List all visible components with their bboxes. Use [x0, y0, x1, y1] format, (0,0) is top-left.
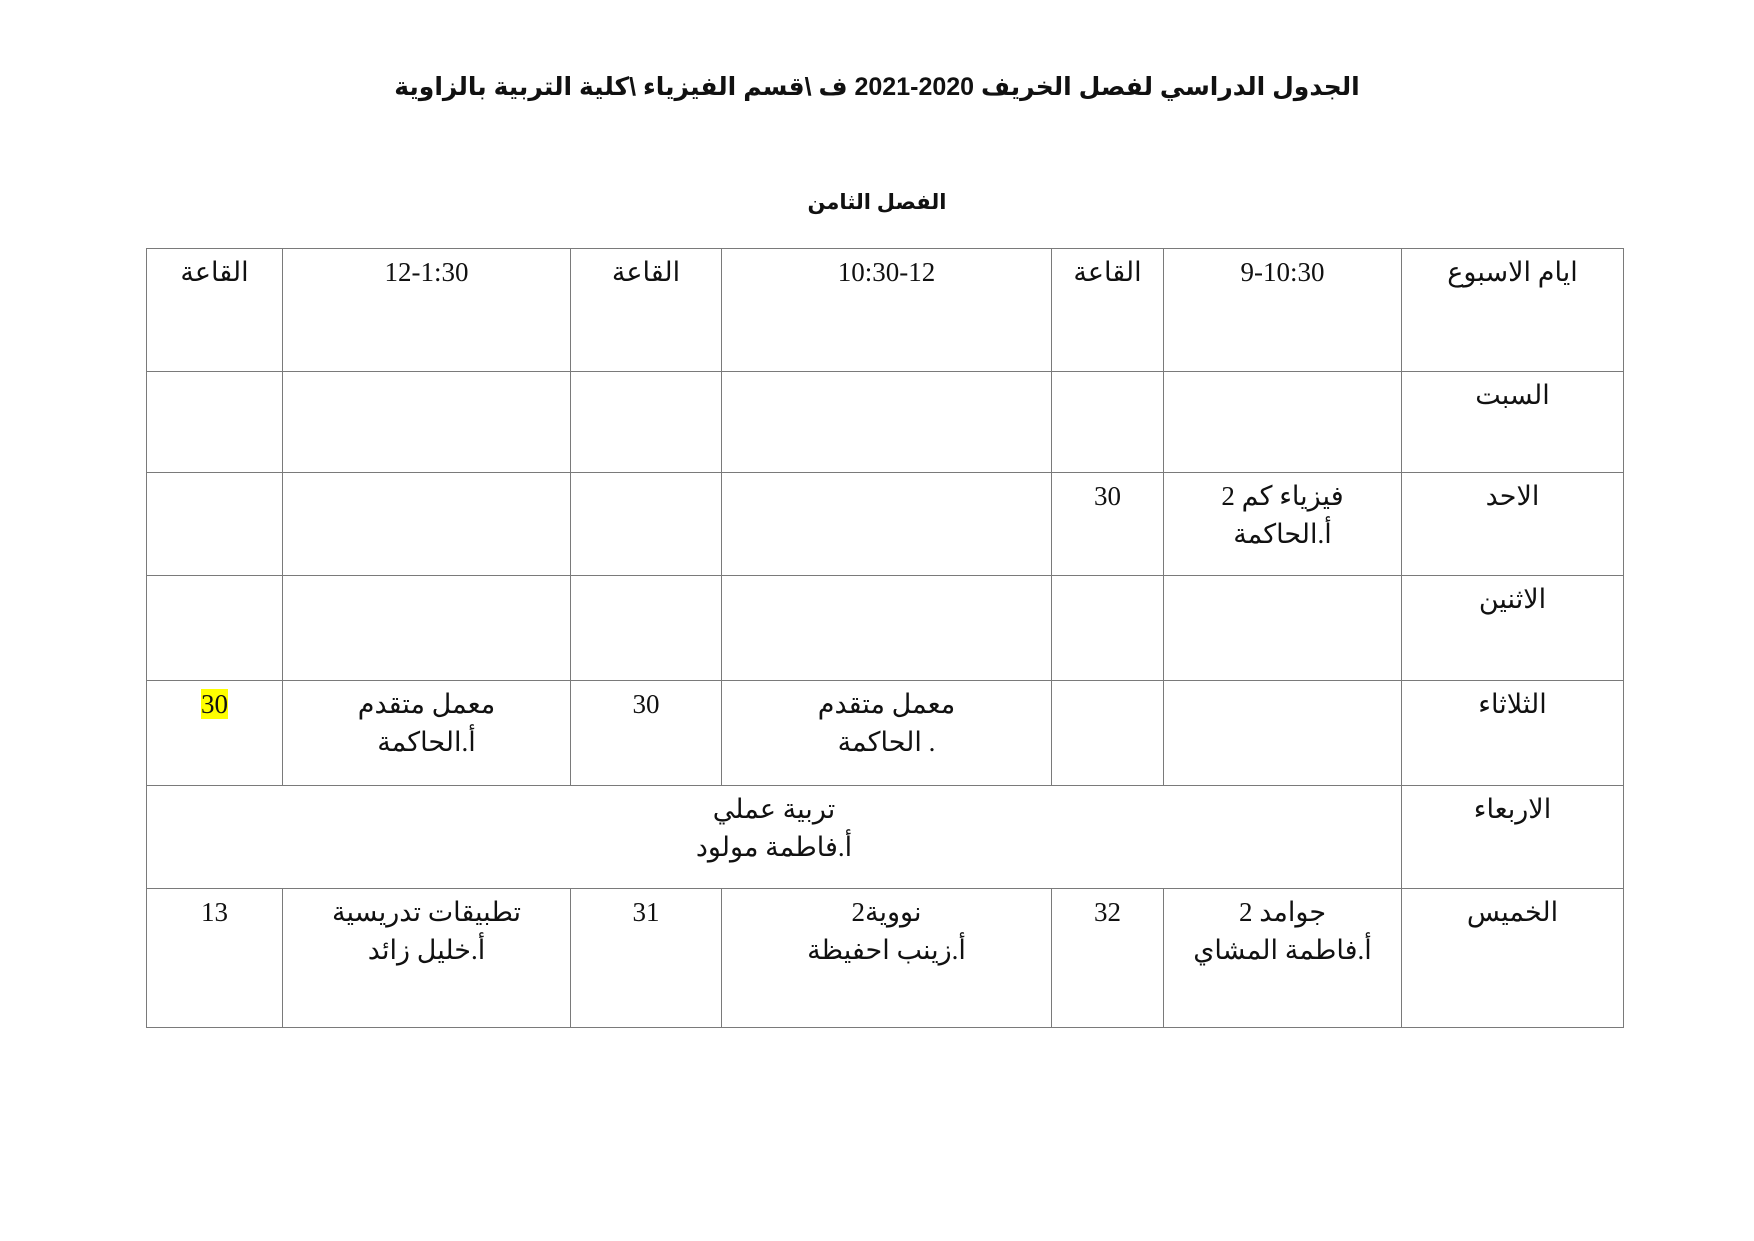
- slot-cell: [722, 473, 1052, 576]
- room-cell: [571, 576, 722, 681]
- day-cell: السبت: [1402, 372, 1624, 473]
- slot-cell: [283, 473, 571, 576]
- course-name: جوامد 2: [1238, 897, 1327, 927]
- room-cell: 13: [147, 889, 283, 1028]
- merged-slot-cell: [147, 786, 1402, 889]
- room-cell: [1052, 576, 1164, 681]
- room-cell: [571, 372, 722, 473]
- table-row: [147, 372, 1624, 473]
- teacher-name: . الحاكمة: [837, 727, 936, 757]
- teacher-name: أ.فاطمة مولود: [695, 832, 853, 862]
- slot-cell: [1164, 473, 1402, 576]
- course-name: نووية2: [851, 897, 922, 927]
- header-room-1: القاعة: [1052, 249, 1164, 372]
- slot-cell: [722, 889, 1052, 1028]
- room-cell: [1052, 681, 1164, 786]
- room-cell: 31: [571, 889, 722, 1028]
- slot-cell: [722, 372, 1052, 473]
- slot-cell: [1164, 681, 1402, 786]
- slot-cell: [722, 576, 1052, 681]
- course-name: معمل متقدم: [357, 689, 496, 719]
- table-row: [147, 473, 1624, 576]
- room-cell: [147, 372, 283, 473]
- teacher-name: أ.الحاكمة: [1233, 519, 1332, 549]
- room-cell: [147, 576, 283, 681]
- highlighted-room-number: 30: [201, 689, 228, 719]
- slot-cell: [1164, 889, 1402, 1028]
- page-title: الجدول الدراسي لفصل الخريف 2020-2021 ف \قسم الفيزياء \كلية التربية بالزاوية: [394, 73, 1360, 101]
- teacher-name: أ.زينب احفيظة: [807, 935, 966, 965]
- slot-cell: [722, 681, 1052, 786]
- teacher-name: أ.خليل زائد: [367, 935, 486, 965]
- room-cell: 32: [1052, 889, 1164, 1028]
- table-row: [147, 786, 1624, 889]
- table-row: [147, 889, 1624, 1028]
- table-row: [147, 576, 1624, 681]
- header-days: ايام الاسبوع: [1402, 249, 1624, 372]
- room-cell: [571, 473, 722, 576]
- day-cell: الاربعاء: [1402, 786, 1624, 889]
- room-cell: [147, 681, 283, 786]
- slot-cell: [283, 576, 571, 681]
- day-cell: الثلاثاء: [1402, 681, 1624, 786]
- room-cell: [147, 473, 283, 576]
- header-room-3: القاعة: [147, 249, 283, 372]
- course-name: تطبيقات تدريسية: [332, 897, 521, 927]
- header-slot-1: 9-10:30: [1164, 249, 1402, 372]
- slot-cell: [1164, 576, 1402, 681]
- course-name: معمل متقدم: [817, 689, 956, 719]
- day-cell: الخميس: [1402, 889, 1624, 1028]
- day-cell: الاثنين: [1402, 576, 1624, 681]
- table-row: [147, 681, 1624, 786]
- header-row: [147, 249, 1624, 372]
- day-cell: الاحد: [1402, 473, 1624, 576]
- slot-cell: [283, 372, 571, 473]
- slot-cell: [283, 681, 571, 786]
- header-room-2: القاعة: [571, 249, 722, 372]
- room-cell: [1052, 372, 1164, 473]
- header-slot-2: 10:30-12: [722, 249, 1052, 372]
- teacher-name: أ.الحاكمة: [377, 727, 476, 757]
- room-cell: 30: [571, 681, 722, 786]
- slot-cell: [1164, 372, 1402, 473]
- teacher-name: أ.فاطمة المشاي: [1193, 935, 1372, 965]
- schedule-table: [146, 248, 1624, 1028]
- semester-subtitle: الفصل الثامن: [807, 191, 947, 214]
- room-cell: 30: [1052, 473, 1164, 576]
- course-name: فيزياء كم 2: [1221, 481, 1344, 511]
- header-slot-3: 12-1:30: [283, 249, 571, 372]
- slot-cell: [283, 889, 571, 1028]
- course-name: تربية عملي: [712, 794, 836, 824]
